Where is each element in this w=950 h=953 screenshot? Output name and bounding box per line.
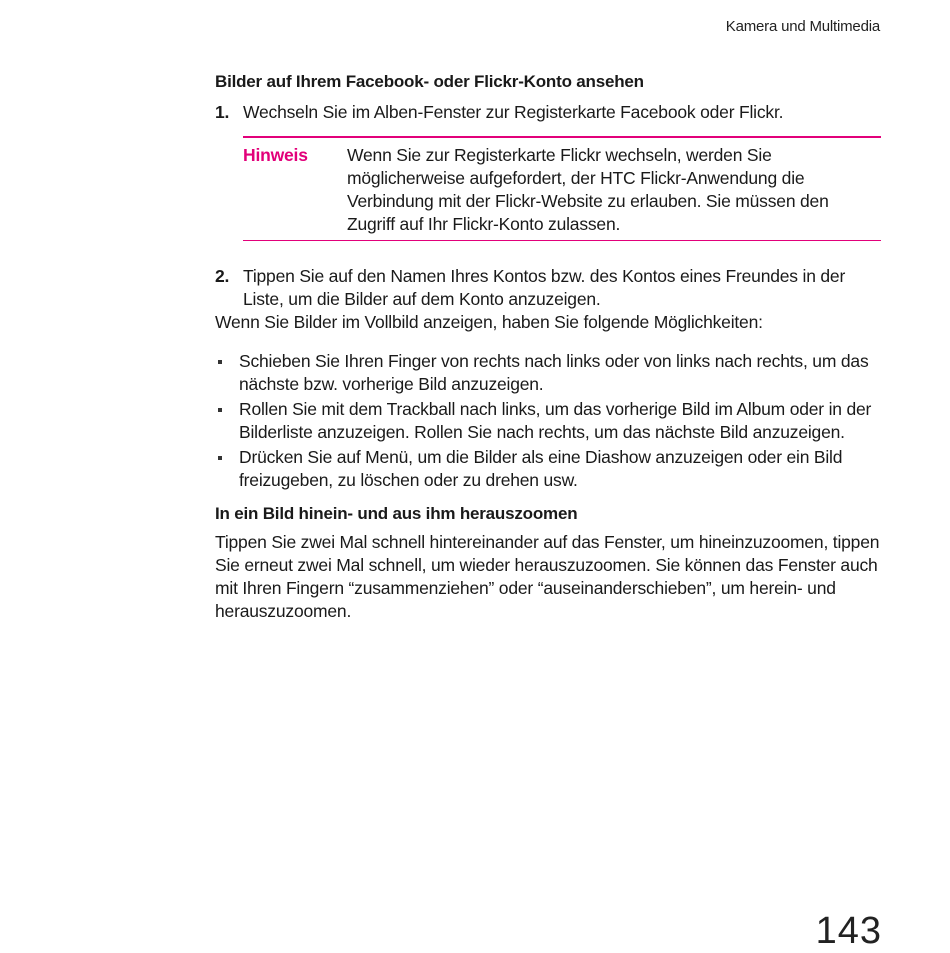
step-text: Wechseln Sie im Alben-Fenster zur Registerkarte Facebook oder Flickr. — [243, 102, 784, 122]
note-text: Wenn Sie zur Registerkarte Flickr wechseln, werden Sie möglicherweise aufgefordert, der HTC Flickr-Anwendung die Verbindung mit der Flickr-Website zu erlauben. Sie müssen den Zugriff auf Ihr Flickr-Konto zulassen. — [347, 145, 829, 234]
fullscreen-intro: Wenn Sie Bilder im Vollbild anzeigen, haben Sie folgende Möglichkeiten: — [215, 312, 763, 332]
note-box — [243, 136, 881, 241]
step-2 — [215, 265, 885, 311]
section-heading-facebook-flickr: Bilder auf Ihrem Facebook- oder Flickr-Konto ansehen — [215, 72, 644, 91]
bullet-icon — [215, 398, 239, 444]
zoom-paragraph: Tippen Sie zwei Mal schnell hintereinander auf das Fenster, um hineinzuzoomen, tippen Sie erneut zwei Mal schnell, um wieder herauszuzoomen. Sie können das Fenster auch mit Ihren Fingern “zusammenziehen” oder “auseinanderschieben”, um herein- und herauszuzoomen. — [215, 532, 880, 621]
list-item-text: Drücken Sie auf Menü, um die Bilder als eine Diashow anzuzeigen oder ein Bild freizugeben, zu löschen oder zu drehen usw. — [239, 447, 843, 490]
step-1 — [215, 101, 885, 124]
bullet-icon — [215, 446, 239, 492]
step-text: Tippen Sie auf den Namen Ihres Kontos bzw. des Kontos eines Freundes in der Liste, um die Bilder auf dem Konto anzuzeigen. — [243, 266, 846, 309]
step-number: 1. — [215, 102, 230, 122]
list-item — [215, 446, 885, 492]
note-label: Hinweis — [243, 145, 308, 165]
list-item-text: Schieben Sie Ihren Finger von rechts nach links oder von links nach rechts, um das nächste bzw. vorherige Bild anzuzeigen. — [239, 351, 869, 394]
page-content — [215, 70, 885, 623]
bullet-icon — [215, 350, 239, 396]
list-item — [215, 398, 885, 444]
step-number: 2. — [215, 266, 230, 286]
list-item — [215, 350, 885, 396]
section-heading-zoom: In ein Bild hinein- und aus ihm herauszoomen — [215, 504, 578, 523]
page-number: 143 — [815, 910, 882, 952]
list-item-text: Rollen Sie mit dem Trackball nach links, um das vorherige Bild im Album oder in der Bilderliste anzuzeigen. Rollen Sie nach rechts, um das nächste Bild anzuzeigen. — [239, 399, 872, 442]
options-list — [215, 350, 885, 492]
running-header: Kamera und Multimedia — [725, 18, 880, 35]
